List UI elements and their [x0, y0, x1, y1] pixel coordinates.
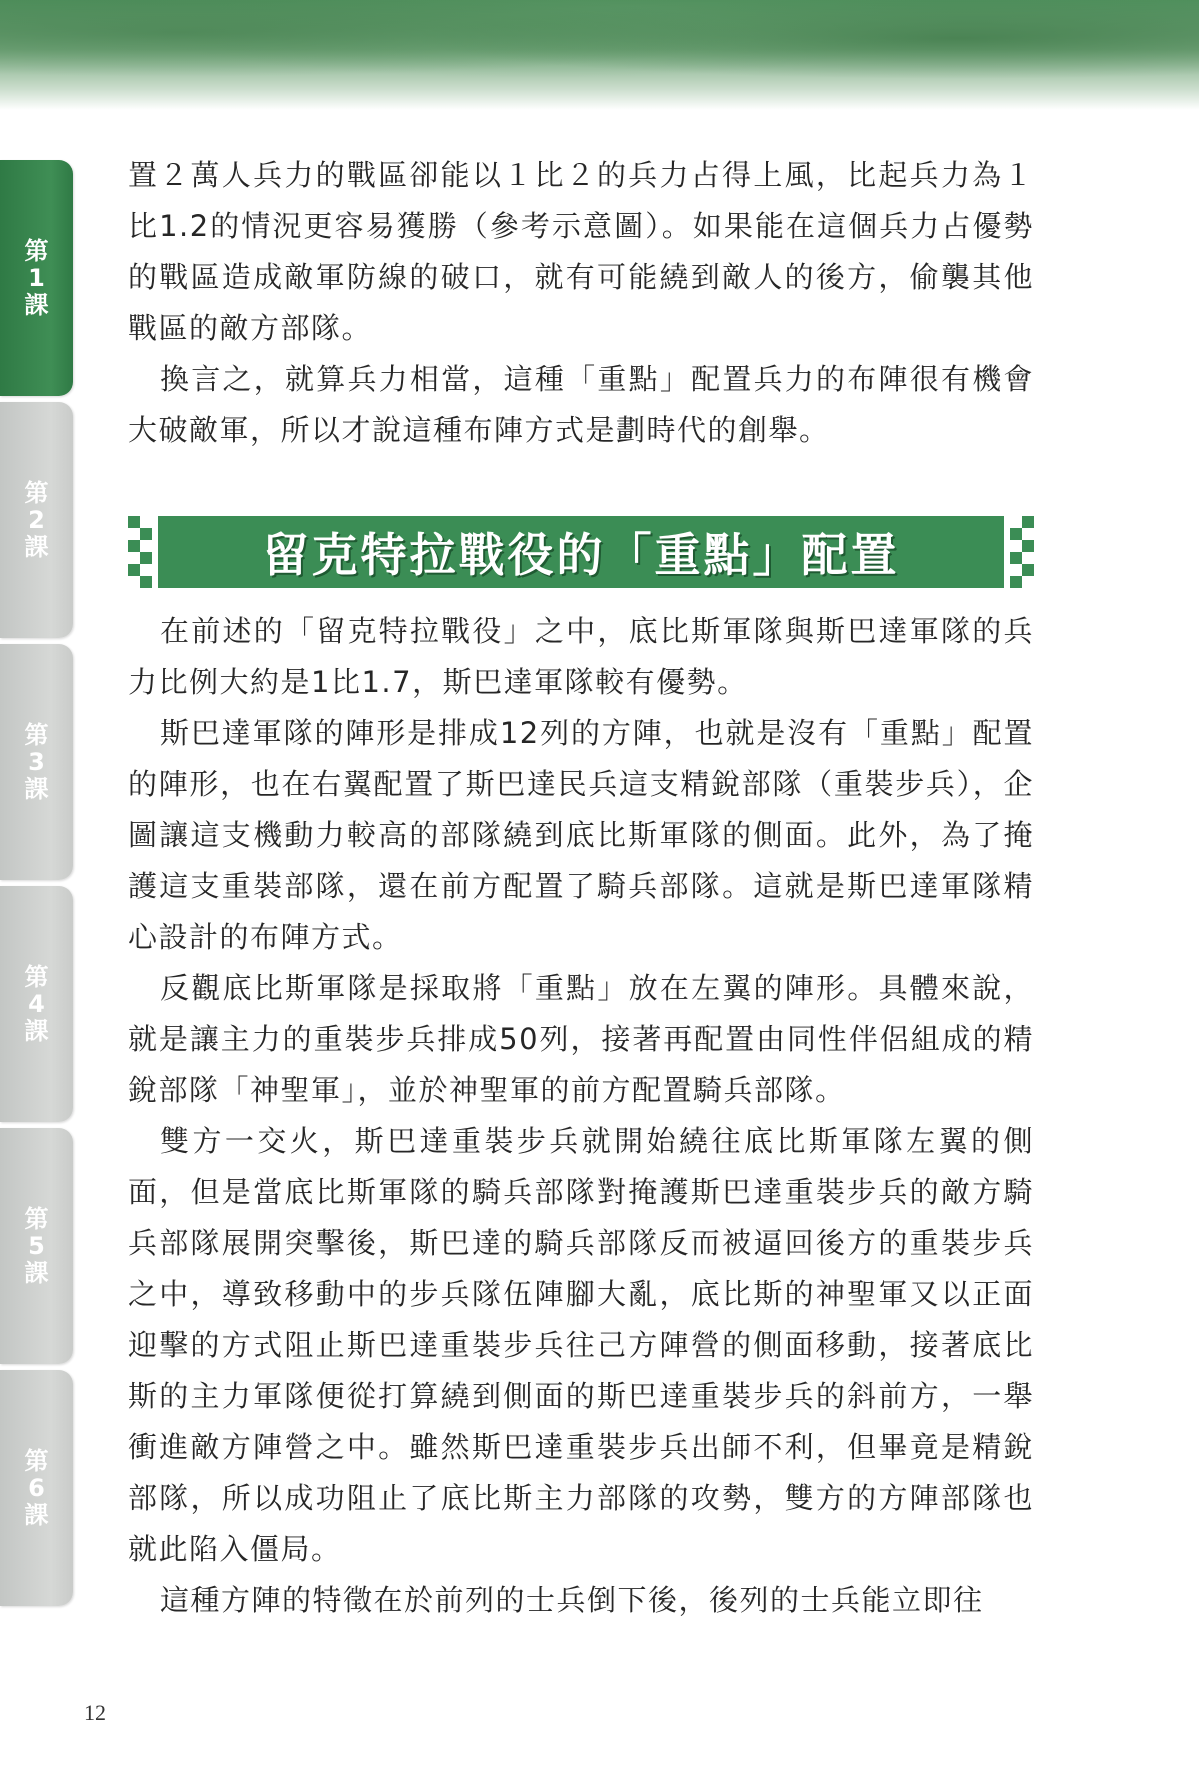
paragraph: 這種方陣的特徵在於前列的士兵倒下後，後列的士兵能立即往	[160, 1583, 984, 1617]
tab-label: 課	[24, 1500, 49, 1529]
tab-label: 第	[24, 962, 49, 991]
section-heading	[158, 516, 1004, 588]
tab-label: 第	[24, 1446, 49, 1475]
tab-number: 5	[28, 1231, 45, 1260]
section-heading-text: 留克特拉戰役的「重點」配置	[262, 528, 900, 582]
tab-label: 第	[24, 478, 49, 507]
tab-label: 課	[24, 1258, 49, 1287]
top-banner	[0, 0, 1199, 110]
watermark-logo	[1085, 1655, 1199, 1705]
tab-chapter-6[interactable]	[0, 1370, 73, 1606]
body-text	[128, 606, 1034, 1626]
tab-number: 6	[28, 1473, 45, 1502]
tab-chapter-4[interactable]	[0, 886, 73, 1122]
tab-number: 3	[28, 747, 45, 776]
tab-label: 第	[24, 720, 49, 749]
page-number: 12	[84, 1700, 106, 1725]
tab-number: 2	[28, 505, 45, 534]
paragraph: 置２萬人兵力的戰區卻能以１比２的兵力占得上風，比起兵力為１比1.2的情況更容易獲勝（參考示意圖）。如果能在這個兵力占優勢的戰區造成敵軍防線的破口，就有可能繞到敵人的後方，偷襲其他戰區的敵方部隊。	[128, 158, 1034, 345]
tab-chapter-3[interactable]	[0, 644, 73, 880]
paragraph: 在前述的「留克特拉戰役」之中，底比斯軍隊與斯巴達軍隊的兵力比例大約是1比1.7，斯巴達軍隊較有優勢。	[128, 614, 1034, 699]
intro-text	[128, 150, 1034, 456]
tab-number: 1	[28, 263, 45, 292]
tab-label: 課	[24, 1016, 49, 1045]
tab-label: 第	[24, 1204, 49, 1233]
checker-decoration-left	[128, 516, 158, 588]
paragraph: 雙方一交火，斯巴達重裝步兵就開始繞往底比斯軍隊左翼的側面，但是當底比斯軍隊的騎兵部隊對掩護斯巴達重裝步兵的敵方騎兵部隊展開突擊後，斯巴達的騎兵部隊反而被逼回後方的重裝步兵之中，導致移動中的步兵隊伍陣腳大亂，底比斯的神聖軍又以正面迎擊的方式阻止斯巴達重裝步兵往己方陣營的側面移動，接著底比斯的主力軍隊便從打算繞到側面的斯巴達重裝步兵的斜前方，一舉衝進敵方陣營之中。雖然斯巴達重裝步兵出師不利，但畢竟是精銳部隊，所以成功阻止了底比斯主力部隊的攻勢，雙方的方陣部隊也就此陷入僵局。	[128, 1124, 1034, 1566]
tab-label: 課	[24, 532, 49, 561]
tab-chapter-2[interactable]	[0, 402, 73, 638]
paragraph: 換言之，就算兵力相當，這種「重點」配置兵力的布陣很有機會大破敵軍，所以才說這種布陣方式是劃時代的創舉。	[128, 362, 1034, 447]
checker-decoration-right	[1004, 516, 1034, 588]
tab-chapter-5[interactable]	[0, 1128, 73, 1364]
tab-number: 4	[28, 989, 45, 1018]
paragraph: 斯巴達軍隊的陣形是排成12列的方陣，也就是沒有「重點」配置的陣形，也在右翼配置了斯巴達民兵這支精銳部隊（重裝步兵），企圖讓這支機動力較高的部隊繞到底比斯軍隊的側面。此外，為了掩護這支重裝部隊，還在前方配置了騎兵部隊。這就是斯巴達軍隊精心設計的布陣方式。	[128, 716, 1034, 954]
tab-label: 課	[24, 290, 49, 319]
tab-label: 課	[24, 774, 49, 803]
paragraph: 反觀底比斯軍隊是採取將「重點」放在左翼的陣形。具體來說，就是讓主力的重裝步兵排成50列，接著再配置由同性伴侶組成的精銳部隊「神聖軍」，並於神聖軍的前方配置騎兵部隊。	[128, 971, 1034, 1107]
tab-label: 第	[24, 236, 49, 265]
section-heading-bar	[128, 516, 1034, 588]
tab-chapter-1[interactable]	[0, 160, 73, 396]
